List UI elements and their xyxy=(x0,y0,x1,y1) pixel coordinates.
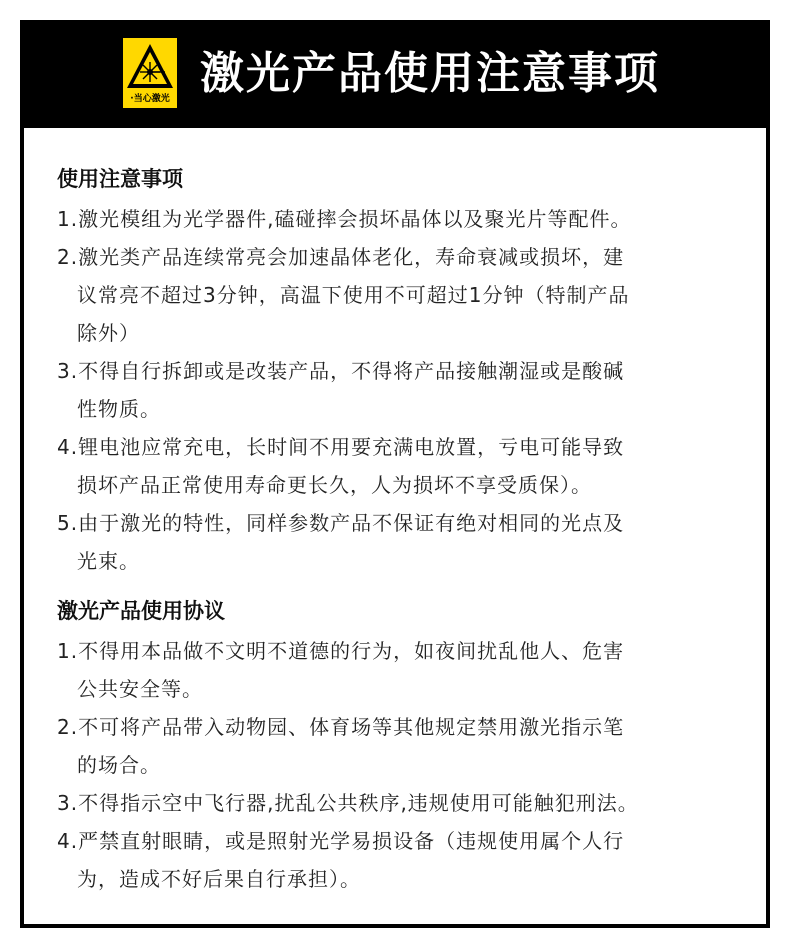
precaution-line: 性物质。 xyxy=(77,397,161,421)
precaution-line: 2.激光类产品连续常亮会加速晶体老化，寿命衰减或损坏，建 xyxy=(57,245,625,269)
content-panel xyxy=(24,128,766,924)
agreement-line: 的场合。 xyxy=(77,753,161,777)
page-title: 激光产品使用注意事项 xyxy=(200,48,660,99)
agreement-line: 为，造成不好后果自行承担）。 xyxy=(77,867,361,891)
warning-badge-label: ·当心激光 xyxy=(123,92,177,106)
agreement-line: 4.严禁直射眼睛，或是照射光学易损设备（违规使用属个人行 xyxy=(57,829,625,853)
header-bar xyxy=(20,20,770,128)
agreement-line: 1.不得用本品做不文明不道德的行为，如夜间扰乱他人、危害 xyxy=(57,639,625,663)
agreement-line: 3.不得指示空中飞行器,扰乱公共秩序,违规使用可能触犯刑法。 xyxy=(57,791,639,815)
section-title-precautions: 使用注意事项 xyxy=(57,167,183,191)
precaution-line: 4.锂电池应常充电，长时间不用要充满电放置，亏电可能导致 xyxy=(57,435,625,459)
agreement-line: 公共安全等。 xyxy=(77,677,203,701)
precaution-line: 损坏产品正常使用寿命更长久，人为损坏不享受质保）。 xyxy=(77,473,592,497)
precaution-line: 5.由于激光的特性，同样参数产品不保证有绝对相同的光点及 xyxy=(57,511,625,535)
precaution-line: 1.激光模组为光学器件,磕碰摔会损坏晶体以及聚光片等配件。 xyxy=(57,207,632,231)
notice-frame xyxy=(20,20,770,928)
agreement-line: 2.不可将产品带入动物园、体育场等其他规定禁用激光指示笔 xyxy=(57,715,625,739)
precaution-line: 光束。 xyxy=(77,549,140,573)
precaution-line: 议常亮不超过3分钟，高温下使用不可超过1分钟（特制产品 xyxy=(77,283,630,307)
section-title-agreement: 激光产品使用协议 xyxy=(57,599,225,623)
precaution-line: 3.不得自行拆卸或是改装产品，不得将产品接触潮湿或是酸碱 xyxy=(57,359,625,383)
precaution-line: 除外） xyxy=(77,321,140,345)
